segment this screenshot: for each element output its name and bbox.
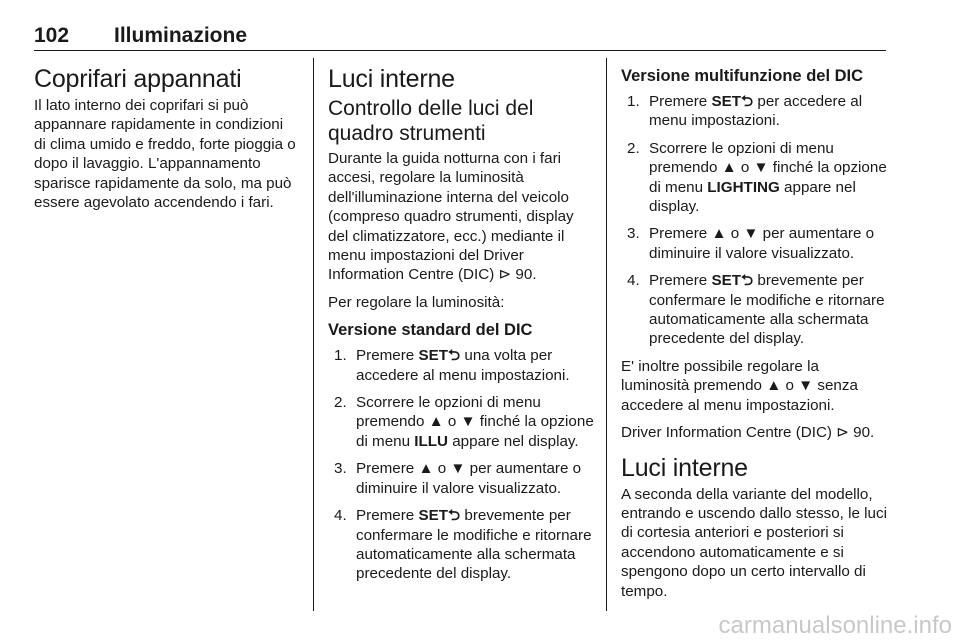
step-number: 1.	[334, 347, 347, 365]
page-number: 102	[34, 24, 70, 47]
subheading-controllo-luci: Controllo delle luci del quadro strumenti	[328, 97, 534, 145]
step-text: Scorrere le opzioni di menu premendo ▲ o ▼ finché la opzione di menu	[356, 394, 594, 450]
step-number: 2.	[334, 394, 347, 412]
page-header	[34, 24, 886, 51]
step-text: Premere	[649, 93, 712, 110]
step-text: Premere	[356, 507, 419, 525]
step-number: 4.	[627, 272, 640, 290]
step-text: appare nel display.	[448, 432, 579, 450]
heading-versione-multifunzione: Versione multifunzione del DIC	[621, 67, 864, 85]
step-item	[328, 346, 594, 385]
step-keyword: ILLU	[414, 432, 449, 450]
column-divider-2	[606, 58, 607, 611]
paragraph-coprifari: Il lato interno dei coprifari si può appannare rapidamente in condizioni di clima umido e freddo, forte pioggia o dopo il lavaggio. L'appannamento sparisce rapidamente da solo, ma può essere agevolato accendendo i fari.	[34, 97, 296, 212]
step-text: appare nel display.	[649, 178, 856, 216]
section-heading-luci-interne: Luci interne	[328, 65, 455, 93]
paragraph-luci-cortesia: A seconda della variante del modello, entrando e uscendo dallo stesso, le luci di cortesia anteriori e posteriori si accendono automaticamente e si spengono dopo un certo intervallo di tempo.	[621, 485, 887, 600]
step-text: Premere ▲ o ▼ per aumentare o diminuire il valore visualizzato.	[356, 460, 582, 497]
step-item	[621, 224, 887, 263]
heading-versione-standard: Versione standard del DIC	[328, 321, 533, 340]
section-heading-coprifari: Coprifari appannati	[34, 65, 242, 93]
paragraph-regolare: Per regolare la luminosità:	[328, 293, 505, 311]
column-3	[621, 60, 887, 609]
step-item	[621, 271, 887, 349]
column-divider-1	[313, 58, 314, 611]
step-keyword: SET⮌	[418, 347, 461, 365]
step-text: Premere ▲ o ▼ per aumentare o diminuire il valore visualizzato.	[649, 225, 875, 262]
paragraph-regolazione-diretta: E' inoltre possibile regolare la luminosità premendo ▲ o ▼ senza accedere al menu impostazioni.	[621, 357, 858, 414]
step-text: brevemente per confermare le modifiche e ritornare automaticamente alla schermata precedente del display.	[356, 507, 592, 583]
step-number: 1.	[627, 93, 640, 110]
step-keyword: LIGHTING	[707, 178, 780, 196]
step-text: Scorrere le opzioni di menu premendo ▲ o ▼ finché la opzione di menu	[649, 139, 887, 196]
step-item	[328, 393, 594, 451]
step-number: 3.	[334, 460, 347, 478]
section-heading-luci-interne-2: Luci interne	[621, 453, 748, 482]
step-item	[328, 506, 594, 584]
column-2	[328, 60, 594, 592]
step-text: per accedere al menu impostazioni.	[649, 93, 863, 130]
paragraph-dic-reference: Driver Information Centre (DIC) ⊳ 90.	[621, 424, 875, 442]
step-number: 2.	[627, 139, 640, 157]
steps-standard	[328, 346, 594, 583]
step-text: Premere	[356, 347, 419, 365]
step-item	[621, 139, 887, 217]
column-1	[34, 60, 296, 220]
step-item	[621, 92, 887, 131]
paragraph-intro: Durante la guida notturna con i fari accesi, regolare la luminosità dell'illuminazione interna del veicolo (compreso quadro strumenti, display del climatizzatore, ecc.) mediante il menu impostazioni del Driver Information Centre (DIC) ⊳ 90.	[328, 150, 574, 284]
step-item	[328, 459, 594, 498]
step-keyword: SET⮌	[418, 507, 461, 525]
step-number: 3.	[627, 225, 640, 243]
steps-multifunzione	[621, 92, 887, 349]
step-keyword: SET⮌	[711, 93, 754, 110]
step-keyword: SET⮌	[711, 272, 754, 290]
step-text: una volta per accedere al menu impostazioni.	[356, 347, 570, 384]
step-text: brevemente per confermare le modifiche e ritornare automaticamente alla schermata precedente del display.	[649, 272, 885, 348]
step-text: Premere	[649, 272, 712, 290]
chapter-title: Illuminazione	[114, 24, 248, 47]
watermark: carmanualsonline.info	[718, 612, 952, 639]
step-number: 4.	[334, 507, 347, 525]
